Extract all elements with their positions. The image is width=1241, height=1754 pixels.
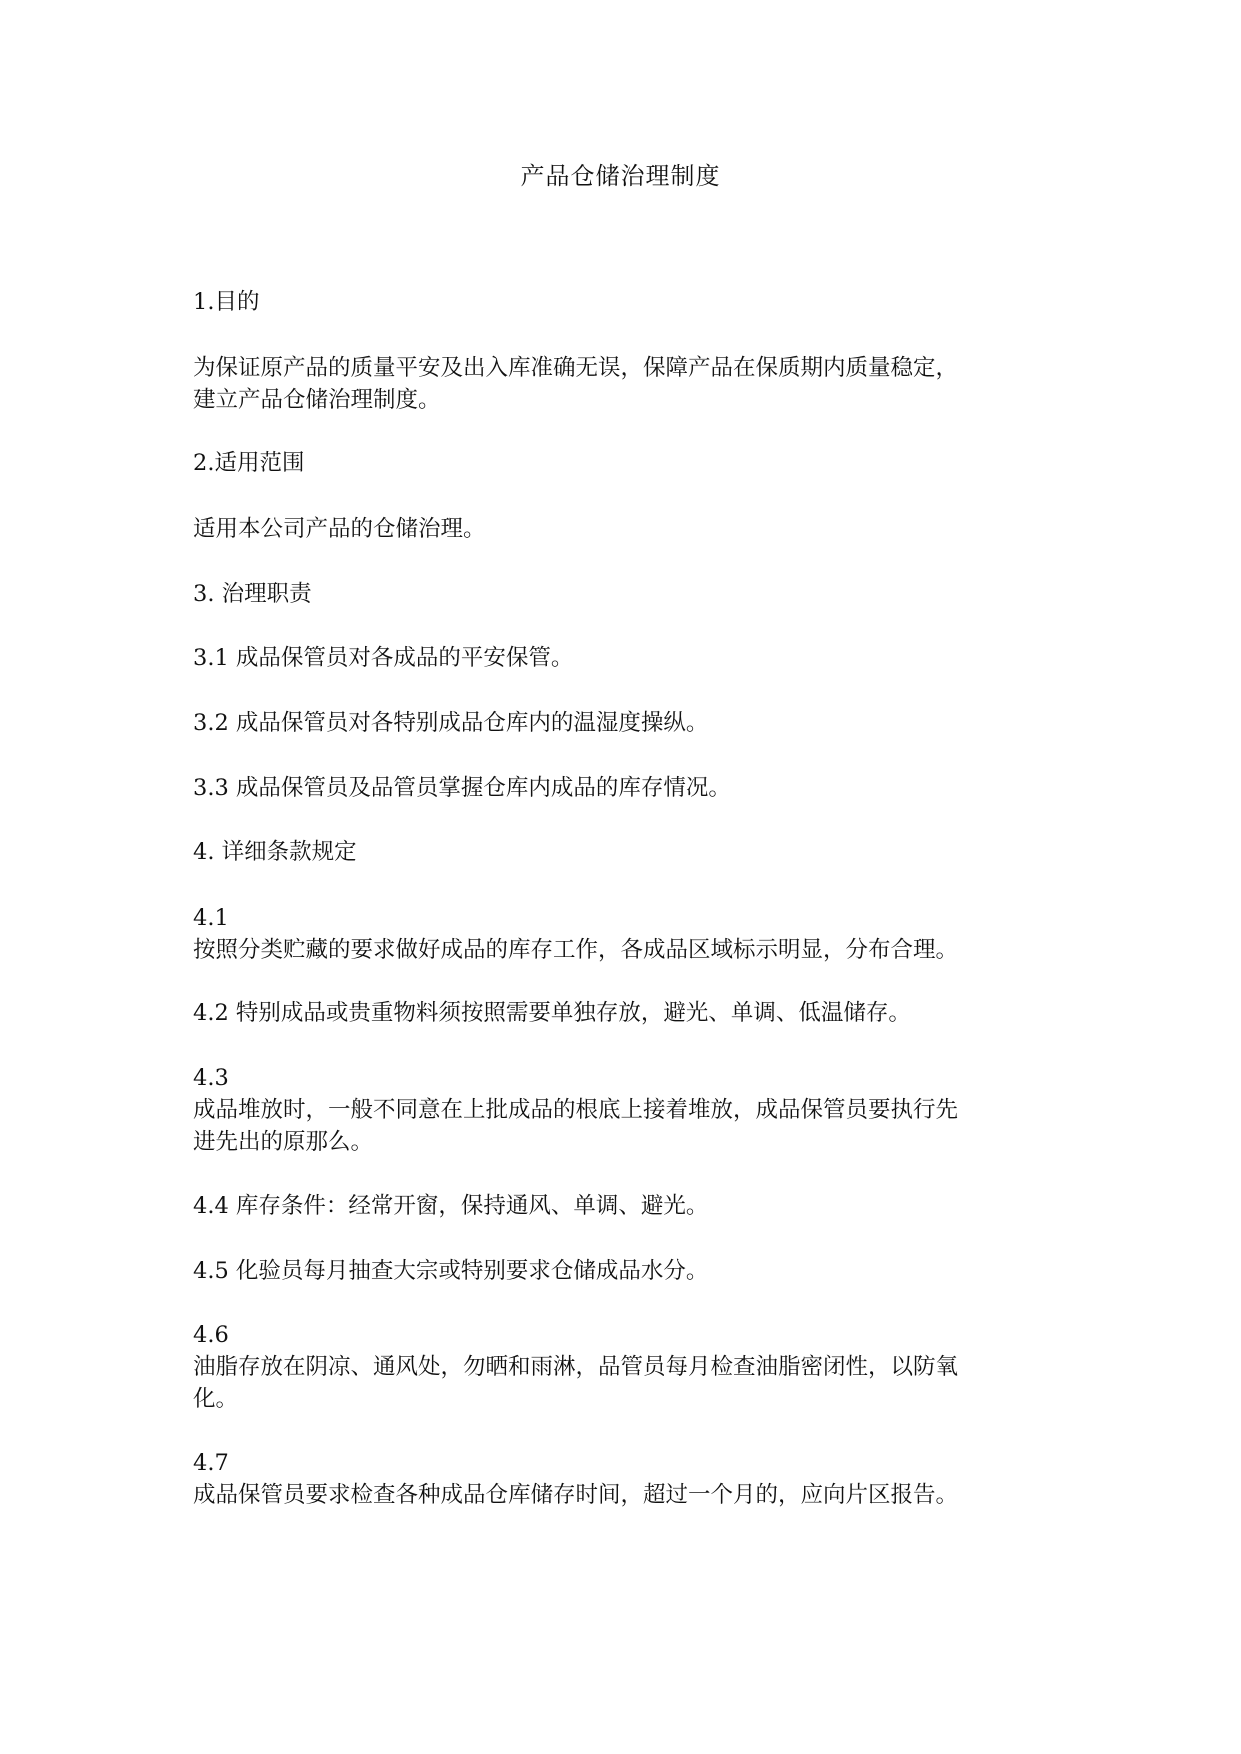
section-3-1: 3.1 成品保管员对各成品的平安保管。 (193, 645, 574, 671)
section-1-heading: 1.目的 (193, 289, 260, 315)
section-2-body: 适用本公司产品的仓储治理。 (193, 516, 486, 542)
section-4-5: 4.5 化验员每月抽查大宗或特别要求仓储成品水分。 (193, 1258, 709, 1284)
section-4-2: 4.2 特别成品或贵重物料须按照需要单独存放，避光、单调、低温储存。 (193, 1000, 911, 1026)
section-4-heading: 4. 详细条款规定 (193, 839, 357, 865)
section-3-2: 3.2 成品保管员对各特别成品仓库内的温湿度操纵。 (193, 710, 709, 736)
section-4-7: 4.7 成品保管员要求检查各种成品仓库储存时间，超过一个月的，应向片区报告。 (193, 1450, 959, 1508)
section-1-body: 为保证原产品的质量平安及出入库准确无误，保障产品在保质期内质量稳定， 建立产品仓储治理制度。 (193, 355, 959, 413)
section-4-3: 4.3 成品堆放时，一般不同意在上批成品的根底上接着堆放，成品保管员要执行先 进先出的原那么。 (193, 1065, 959, 1155)
section-4-1: 4.1 按照分类贮藏的要求做好成品的库存工作，各成品区域标示明显，分布合理。 (193, 905, 959, 963)
section-2-heading: 2.适用范围 (193, 450, 305, 476)
document-title: 产品仓储治理制度 (520, 162, 721, 190)
section-3-3: 3.3 成品保管员及品管员掌握仓库内成品的库存情况。 (193, 775, 731, 801)
section-4-4: 4.4 库存条件：经常开窗，保持通风、单调、避光。 (193, 1193, 709, 1219)
section-4-6: 4.6 油脂存放在阴凉、通风处，勿晒和雨淋，品管员每月检查油脂密闭性，以防氧 化。 (193, 1322, 959, 1412)
section-3-heading: 3. 治理职责 (193, 581, 312, 607)
